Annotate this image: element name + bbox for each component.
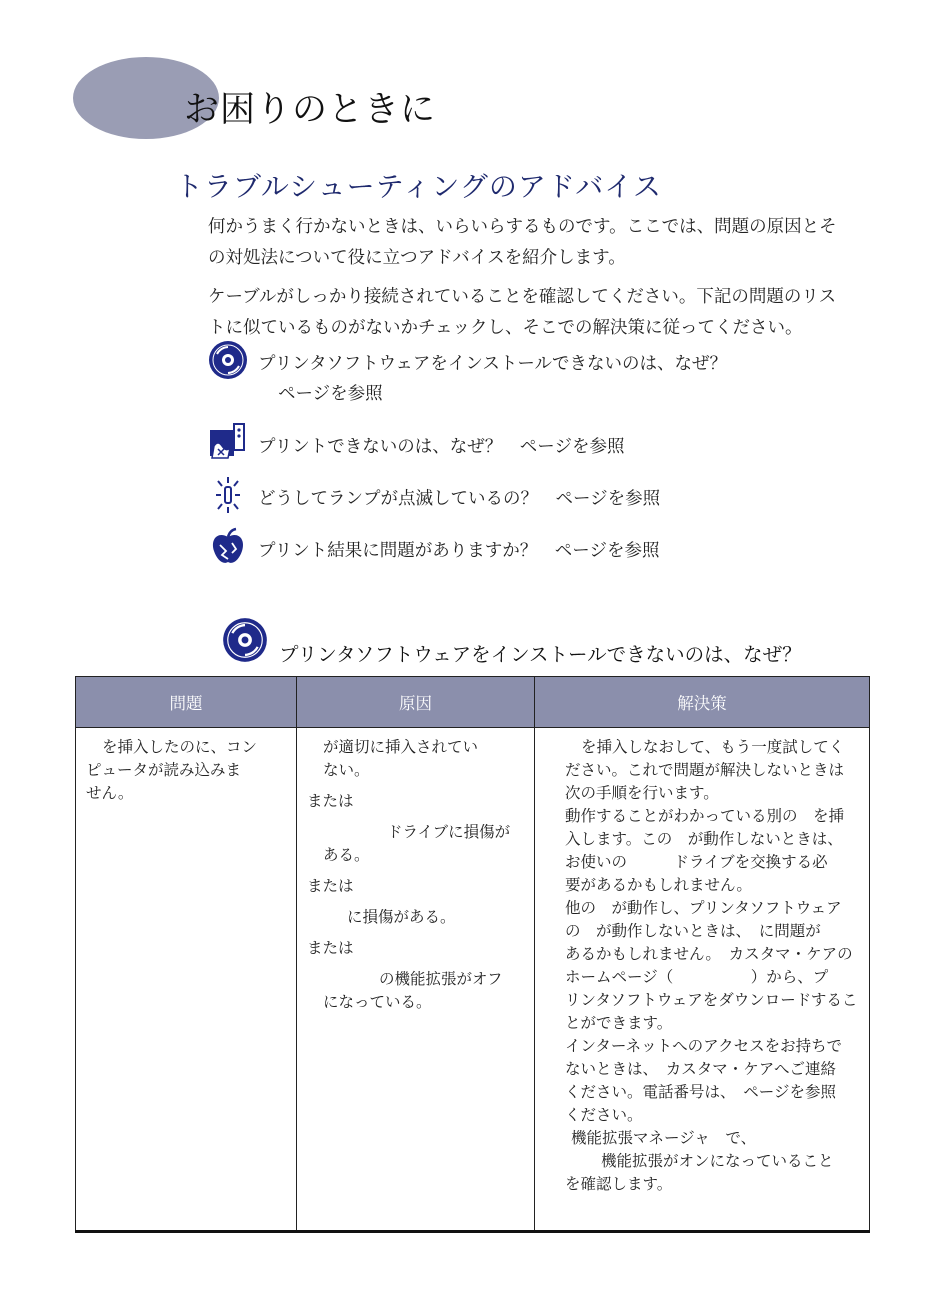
chapter-title: お困りのときに [184, 90, 437, 130]
cell-line: を確認します。 [565, 1175, 673, 1193]
cell-line: が適切に挿入されてい [323, 738, 479, 756]
cell-line: インターネットへのアクセスをお持ちで [565, 1037, 842, 1055]
paragraph-line: 何かうまく行かないときは、いらいらするものです。ここでは、問題の原因とそ [208, 217, 837, 237]
intro-paragraph [208, 212, 870, 274]
printer-jam-icon [208, 422, 248, 462]
cell-line: を挿入しなおして、もう一度試してく [581, 738, 845, 756]
cell-line: ドライブに損傷が [387, 823, 511, 841]
cell-line: の が動作しないときは、 に問題が [565, 922, 821, 940]
cell-line: ホームページ（ ）から、プ [565, 968, 829, 986]
cell-line: せん。 [86, 784, 134, 802]
cell-line: 機能拡張マネージャ で、 [571, 1129, 757, 1147]
cell-line: 次の手順を行います。 [565, 784, 719, 802]
link-text: どうしてランプが点滅しているの？ ページを参照 [258, 489, 661, 509]
cell-line: 他の が動作し、プリンタソフトウェア [565, 899, 842, 917]
paragraph-line: ケーブルがしっかり接続されていることを確認してください。下記の問題のリス [208, 287, 837, 307]
cell-line: 要があるかもしれません。 [565, 876, 752, 894]
link-text: プリンタソフトウェアをインストールできないのは、なぜ？ [258, 354, 727, 374]
cell-line: に損傷がある。 [347, 908, 456, 926]
blinking-lamp-icon [208, 475, 248, 515]
cell-line: になっている。 [323, 993, 432, 1011]
cell-line: あるかもしれません。 カスタマ・ケアの [565, 945, 853, 963]
damaged-apple-icon [208, 527, 248, 567]
cell-line: の機能拡張がオフ [379, 970, 503, 988]
cell-line: ないときは、 カスタマ・ケアへご連絡 [565, 1060, 836, 1078]
table-row [76, 728, 870, 1232]
cd-icon [208, 340, 248, 380]
section-title: トラブルシューティングのアドバイス [175, 170, 662, 203]
cell-line: または [307, 939, 354, 957]
cd-icon [222, 617, 268, 663]
cell-line: を挿入したのに、コン [102, 738, 258, 756]
cell-line: または [307, 792, 354, 810]
check-paragraph [208, 282, 870, 344]
cell-line: ださい。これで問題が解決しないときは [565, 761, 845, 779]
paragraph-line: トに似ているものがないかチェックし、そこでの解決策に従ってください。 [208, 318, 803, 338]
table-heading-text: プリンタソフトウェアをインストールできないのは、なぜ？ [279, 643, 802, 666]
cause-cell [297, 728, 535, 1232]
cell-line: お使いの ドライブを交換する必 [565, 853, 828, 871]
cell-line: ください。電話番号は、 ページを参照 [565, 1083, 836, 1101]
link-text: プリント結果に問題がありますか？ ページを参照 [258, 541, 660, 561]
cell-line: または [307, 877, 354, 895]
cell-line: ある。 [323, 846, 370, 864]
cell-line: 入します。この が動作しないときは、 [565, 830, 843, 848]
paragraph-line: の対処法について役に立つアドバイスを紹介します。 [208, 248, 626, 268]
header-problem: 問題 [76, 677, 297, 728]
troubleshooting-table [75, 676, 870, 1233]
header-cause: 原因 [297, 677, 535, 728]
cell-line: 機能拡張がオンになっていること [601, 1152, 834, 1170]
solution-cell [535, 728, 870, 1232]
table-header-row [76, 677, 870, 728]
cell-line: とができます。 [565, 1014, 673, 1032]
cell-line: 動作することがわかっている別の を挿 [565, 807, 845, 825]
link-text: プリントできないのは、なぜ？ ページを参照 [258, 437, 625, 457]
header-solution: 解決策 [535, 677, 870, 728]
cell-line: ください。 [565, 1106, 643, 1124]
link-page-ref: ページを参照 [278, 384, 383, 404]
cell-line: ない。 [323, 761, 370, 779]
cell-line: ピュータが読み込みま [86, 761, 242, 779]
cell-line: リンタソフトウェアをダウンロードするこ [565, 991, 858, 1009]
problem-cell [76, 728, 297, 1232]
